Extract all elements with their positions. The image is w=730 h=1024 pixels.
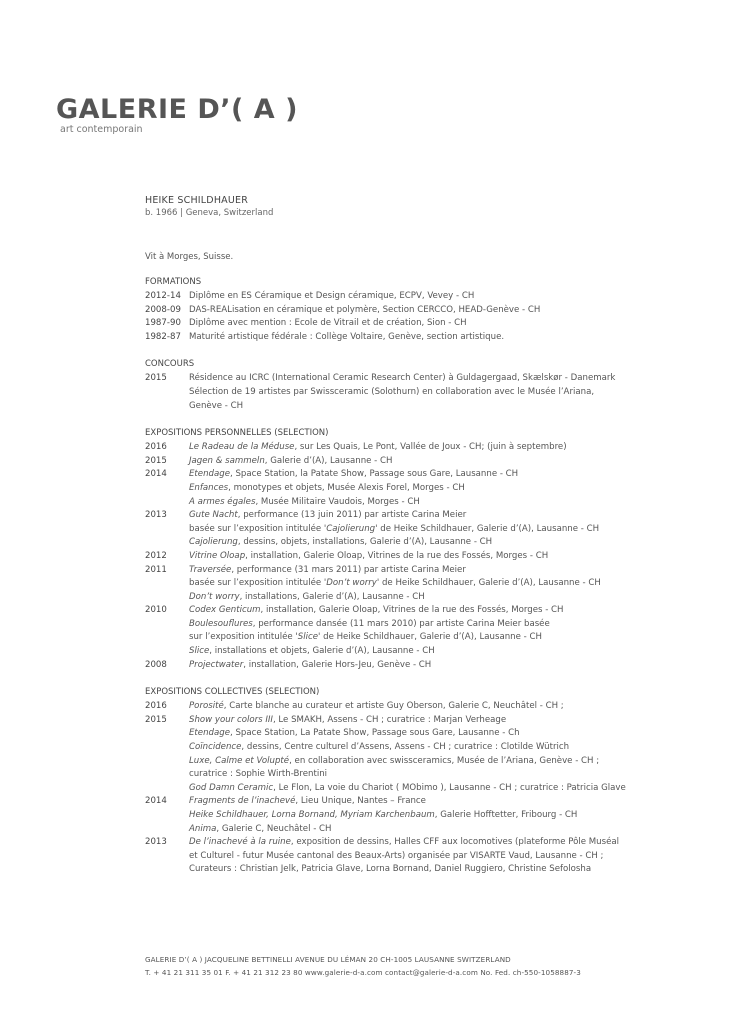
entry-title: Cajolierung [189,537,238,548]
entry-text [189,823,665,837]
entry-year [145,823,189,837]
entry-text [189,795,665,809]
cv-entry [145,795,665,809]
entry-text [189,768,665,782]
entry-text [189,509,665,523]
cv-entry [145,618,665,632]
entry-year [145,631,189,645]
entry-title: Cajolierung [326,523,376,534]
entry-title: Show your colors III [189,714,273,725]
entry-text [189,850,665,864]
cv-entry [145,714,665,728]
entry-year [145,536,189,550]
entry-title: Etendage [189,728,230,739]
entry-year: 2011 [145,564,167,575]
entry-text [189,591,665,605]
entry-text [189,727,665,741]
entry-year [145,809,189,823]
cv-entry [145,468,665,482]
section-title: FORMATIONS [145,277,202,287]
entry-text [189,536,665,550]
entry-year [145,645,189,659]
entry-title: De l’inachevé à la ruine [189,837,291,848]
cv-entry [145,823,665,837]
entry-year [145,782,189,796]
entry-title: Luxe, Calme et Volupté [189,755,290,766]
entry-text [189,290,665,304]
entry-detail: , Lieu Unique, Nantes – France [295,796,426,807]
entry-detail: , monotypes et objets, Musée Alexis Forel, Morges - CH [228,482,465,493]
entry-detail: , installation, Galerie Hors-Jeu, Genève - CH [243,659,432,670]
entry-year: 2008-09 [145,304,181,315]
entry-year [145,755,189,769]
entry-year [145,577,189,591]
cv-section [145,687,665,877]
entry-year [145,591,189,605]
entry-text [189,317,665,331]
cv-entry [145,331,665,345]
cv-entry [145,386,665,400]
cv-entry [145,755,665,769]
cv-entry [145,782,665,796]
entry-text [189,523,665,537]
entry-detail: , en collaboration avec swissceramics, Musée de l’Ariana, Genève - CH ; [289,755,600,766]
cv-entry [145,441,665,455]
entry-year: 2015 [145,455,167,466]
cv-entry [145,509,665,523]
entry-title: A armes égales [189,496,256,507]
entry-year [145,386,189,400]
entry-title: Enfances [189,482,229,493]
entry-text [189,400,665,414]
entry-year: 1982-87 [145,331,181,342]
entry-detail: , performance (31 mars 2011) par artiste Carina Meier [231,564,466,575]
entry-text [189,304,665,318]
entry-text [189,550,665,564]
entry-title: Don’t worry [326,578,377,589]
entry-title: Anima [189,823,217,834]
cv-entry [145,536,665,550]
cv-entry [145,741,665,755]
entry-year [145,863,189,877]
entry-text [189,496,665,510]
entry-text [189,645,665,659]
entry-detail: Diplôme en ES Céramique et Design céramique, ECPV, Vevey - CH [189,291,475,301]
entry-detail: , Space Station, La Patate Show, Passage sous Gare, Lausanne - Ch [230,728,520,739]
cv-entry [145,645,665,659]
entry-detail: basée sur l’exposition intitulée ' [189,578,327,589]
entry-title: Don’t worry [189,591,240,602]
entry-text [189,755,665,769]
entry-detail: Genève - CH [189,400,244,411]
entry-detail: , dessins, objets, installations, Galerie d’(A), Lausanne - CH [237,537,493,548]
cv-entry [145,604,665,618]
entry-text [189,863,665,877]
entry-detail: ' de Heike Schildhauer, Galerie d’(A), Lausanne - CH [376,578,601,589]
footer [145,954,581,979]
cv-entry [145,400,665,414]
entry-year [145,741,189,755]
entry-text [189,386,665,400]
entry-text [189,809,665,823]
artist-name: HEIKE SCHILDHAUER [145,195,249,206]
entry-text [189,564,665,578]
entry-detail: , Musée Militaire Vaudois, Morges - CH [255,496,420,507]
entry-year: 2013 [145,837,167,848]
cv-entry [145,727,665,741]
entry-title: Le Radeau de la Méduse [189,442,295,453]
entry-detail: Résidence au ICRC (International Ceramic Research Center) à Guldagergaad, Skælskør - Danemark [189,373,616,384]
cv-entry [145,836,665,850]
cv-entry [145,482,665,496]
cv-entry [145,372,665,386]
entry-title: God Damn Ceramic [189,782,274,793]
cv-entry [145,577,665,591]
entry-title: Heike Schildhauer, Lorna Bornand, Myriam Karchenbaum [189,810,435,820]
cv-entry [145,591,665,605]
cv-section [145,277,665,344]
section-title: EXPOSITIONS COLLECTIVES (SELECTION) [145,687,320,698]
entry-title: Fragments de l’inachevé [189,796,296,807]
entry-detail: , sur Les Quais, Le Pont, Vallée de Joux - CH; (juin à septembre) [294,442,567,453]
cv-entry [145,304,665,318]
entry-detail: , Le SMAKH, Assens - CH ; curatrice : Marjan Verheage [272,714,507,725]
entry-year: 2008 [145,659,167,670]
entry-year [145,727,189,741]
entry-year [145,496,189,510]
entry-year: 2016 [145,442,167,453]
entry-year: 2010 [145,605,167,616]
entry-year: 2012 [145,550,167,561]
footer-contact: T. + 41 21 311 35 01 F. + 41 21 312 23 80 www.galerie-d-a.com contact@galerie-d-a.com No. Fed. ch-550-1058887-3 [145,967,581,977]
footer-address: GALERIE D’( A ) JACQUELINE BETTINELLI AVENUE DU LÉMAN 20 CH-1005 LAUSANNE SWITZERLAND [145,955,511,964]
cv-entry [145,317,665,331]
entry-title: Gute Nacht [189,510,238,521]
entry-detail: , Galerie d’(A), Lausanne - CH [264,455,393,466]
entry-text [189,604,665,618]
entry-text [189,741,665,755]
entry-year [145,482,189,496]
cv-entry [145,523,665,537]
cv-document [145,195,665,877]
entry-detail: , Galerie C, Neuchâtel - CH [216,823,332,834]
entry-detail: , Carte blanche au curateur et artiste Guy Oberson, Galerie C, Neuchâtel - CH ; [223,701,564,712]
entry-detail: ' de Heike Schildhauer, Galerie d’(A), Lausanne - CH [318,632,542,643]
cv-entry [145,850,665,864]
entry-text [189,618,665,632]
entry-detail: Sélection de 19 artistes par Swissceramic (Solothurn) en collaboration avec le Musée l’Ariana, [189,386,595,397]
entry-detail: , dessins, Centre culturel d’Assens, Assens - CH ; curatrice : Clotilde Wütrich [241,742,570,753]
entry-detail: , performance dansée (11 mars 2010) par artiste Carina Meier basée [252,618,550,629]
entry-text [189,631,665,645]
cv-entry [145,564,665,578]
cv-entry [145,631,665,645]
entry-detail: DAS-REALisation en céramique et polymère, Section CERCCO, HEAD-Genève - CH [189,304,541,315]
entry-title: Porosité [189,701,224,712]
entry-year: 2015 [145,714,167,725]
entry-title: Etendage [189,469,230,480]
entry-detail: , installations et objets, Galerie d’(A), Lausanne - CH [209,646,435,657]
cv-entry [145,700,665,714]
entry-title: Boulesouflures [189,618,253,629]
entry-text [189,482,665,496]
cv-entry [145,768,665,782]
entry-year: 2016 [145,701,167,712]
entry-text [189,455,665,469]
intro-text: Vit à Morges, Suisse. [145,252,234,262]
entry-year: 1987-90 [145,318,181,329]
cv-entry [145,455,665,469]
entry-year: 2015 [145,373,167,384]
entry-text [189,331,665,345]
entry-detail: basée sur l’exposition intitulée ' [189,523,327,534]
entry-detail: , Galerie Hofftetter, Fribourg - CH [434,810,578,820]
logo-title: GALERIE D’( A ) [56,94,298,125]
entry-year: 2012-14 [145,291,181,301]
entry-title: Vitrine Oloap [189,550,246,561]
entry-text [189,372,665,386]
entry-title: Traversée [189,564,232,575]
entry-detail: , installation, Galerie Oloap, Vitrines de la rue des Fossés, Morges - CH [260,605,564,616]
entry-title: Jagen & sammeln [189,455,265,466]
cv-entry [145,550,665,564]
cv-entry [145,496,665,510]
entry-detail: ' de Heike Schildhauer, Galerie d’(A), Lausanne - CH [375,523,600,534]
entry-title: Projectwater [189,659,244,670]
entry-text [189,714,665,728]
entry-detail: et Culturel - futur Musée cantonal des Beaux-Arts) organisée par VISARTE Vaud, Lausanne - CH ; [189,850,604,861]
entry-detail: Diplôme avec mention : Ecole de Vitrail et de création, Sion - CH [189,318,467,329]
entry-detail: sur l’exposition intitulée ' [189,632,298,643]
cv-section [145,428,665,672]
entry-detail: curatrice : Sophie Wirth-Brentini [189,769,328,780]
cv-entry [145,659,665,673]
cv-entry [145,290,665,304]
artist-info: b. 1966 | Geneva, Switzerland [145,208,274,218]
entry-year: 2014 [145,796,167,807]
section-title: EXPOSITIONS PERSONNELLES (SELECTION) [145,428,329,439]
entry-detail: , Le Flon, La voie du Chariot ( MObimo ), Lausanne - CH ; curatrice : Patricia Glave [273,782,626,793]
entry-text [189,468,665,482]
entry-detail: Maturité artistique fédérale : Collège Voltaire, Genève, section artistique. [189,331,505,342]
entry-title: Codex Genticum [189,605,261,616]
cv-sections [145,277,665,877]
entry-year [145,768,189,782]
entry-year [145,523,189,537]
cv-section [145,359,665,413]
entry-text [189,700,665,714]
logo-subtitle: art contemporain [60,124,143,135]
entry-text [189,782,665,796]
entry-title: Coïncidence [189,742,242,753]
entry-year [145,850,189,864]
entry-text [189,441,665,455]
entry-text [189,836,665,850]
entry-year [145,618,189,632]
entry-detail: , exposition de dessins, Halles CFF aux locomotives (plateforme Pôle Muséal [290,837,620,848]
entry-detail: , installations, Galerie d’(A), Lausanne - CH [239,591,425,602]
section-title: CONCOURS [145,359,195,370]
entry-detail: , Space Station, la Patate Show, Passage sous Gare, Lausanne - CH [230,469,519,480]
entry-year: 2014 [145,469,167,480]
entry-text [189,577,665,591]
entry-year: 2013 [145,510,167,521]
cv-entry [145,863,665,877]
entry-detail: , installation, Galerie Oloap, Vitrines de la rue des Fossés, Morges - CH [245,550,549,561]
entry-title: Slice [189,646,210,657]
entry-text [189,659,665,673]
entry-detail: Curateurs : Christian Jelk, Patricia Glave, Lorna Bornand, Daniel Ruggiero, Christine Sefolosha [189,864,592,875]
entry-year [145,400,189,414]
entry-detail: , performance (13 juin 2011) par artiste Carina Meier [237,510,467,521]
cv-entry [145,809,665,823]
entry-title: Slice [297,632,319,643]
gallery-logo [56,96,298,135]
